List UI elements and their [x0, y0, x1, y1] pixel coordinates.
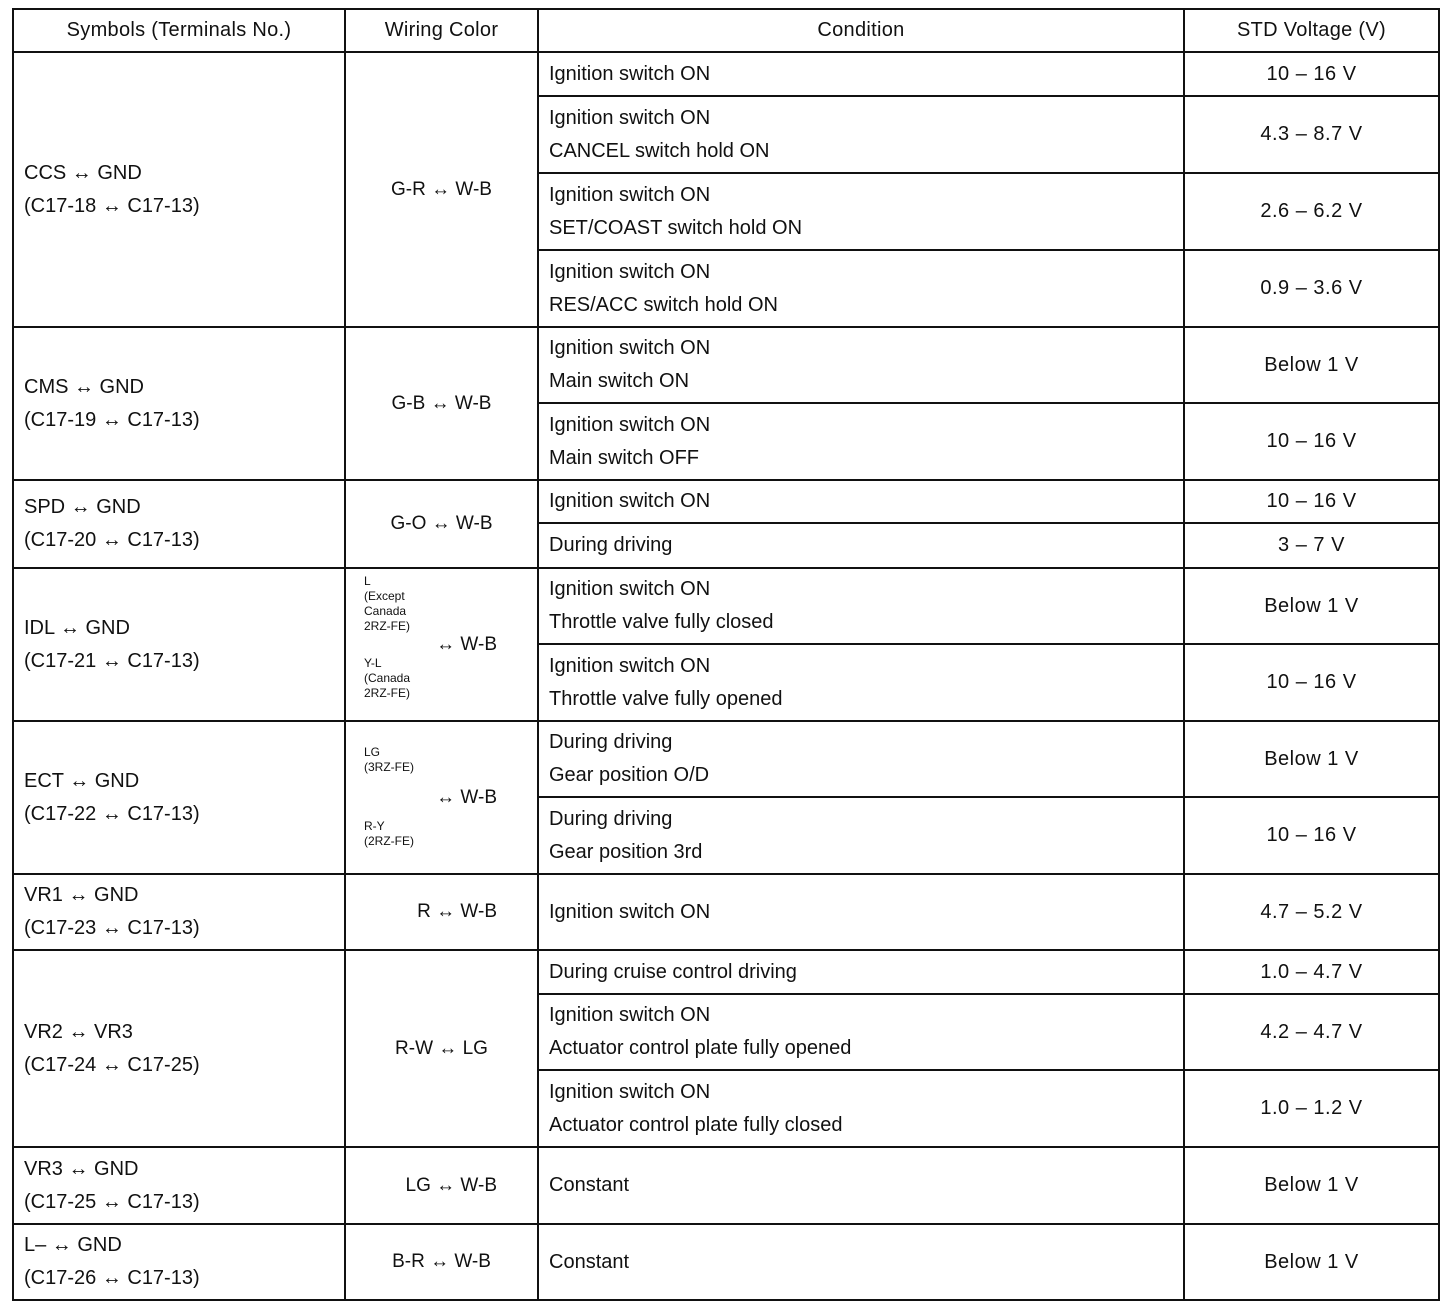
- wiring-color-cell: G-O ↔ W-B: [345, 480, 538, 568]
- table-row: [13, 721, 1439, 797]
- voltage-cell: 4.3 – 8.7 V: [1184, 96, 1439, 173]
- voltage-cell: 10 – 16 V: [1184, 52, 1439, 96]
- voltage-cell: 1.0 – 4.7 V: [1184, 950, 1439, 994]
- voltage-cell: 4.2 – 4.7 V: [1184, 994, 1439, 1070]
- voltage-cell: Below 1 V: [1184, 721, 1439, 797]
- condition-cell: Ignition switch ON Actuator control plate fully opened: [538, 994, 1184, 1070]
- voltage-cell: Below 1 V: [1184, 1147, 1439, 1224]
- condition-cell: Ignition switch ON CANCEL switch hold ON: [538, 96, 1184, 173]
- voltage-cell: 10 – 16 V: [1184, 644, 1439, 721]
- symbol-cell: VR3 ↔ GND (C17-25 ↔ C17-13): [13, 1147, 345, 1224]
- symbol-cell: VR2 ↔ VR3 (C17-24 ↔ C17-25): [13, 950, 345, 1147]
- condition-cell: Ignition switch ON RES/ACC switch hold ON: [538, 250, 1184, 327]
- symbol-cell: IDL ↔ GND (C17-21 ↔ C17-13): [13, 568, 345, 721]
- voltage-spec-table: [12, 8, 1440, 1301]
- wiring-color-option-top: L (Except Canada 2RZ-FE): [364, 573, 410, 633]
- wiring-color-compound: [346, 723, 537, 873]
- condition-cell: Ignition switch ON: [538, 874, 1184, 950]
- condition-cell: Ignition switch ON: [538, 52, 1184, 96]
- wiring-color-cell: R ↔ W-B: [345, 874, 538, 950]
- voltage-cell: 1.0 – 1.2 V: [1184, 1070, 1439, 1147]
- table-row: [13, 1224, 1439, 1300]
- symbol-cell: SPD ↔ GND (C17-20 ↔ C17-13): [13, 480, 345, 568]
- condition-cell: Ignition switch ON Throttle valve fully opened: [538, 644, 1184, 721]
- condition-cell: During cruise control driving: [538, 950, 1184, 994]
- voltage-cell: 0.9 – 3.6 V: [1184, 250, 1439, 327]
- wiring-color-target: ↔ W-B: [436, 786, 497, 808]
- wiring-color-cell: B-R ↔ W-B: [345, 1224, 538, 1300]
- table-row: [13, 874, 1439, 950]
- condition-cell: Ignition switch ON Actuator control plate fully closed: [538, 1070, 1184, 1147]
- voltage-cell: Below 1 V: [1184, 1224, 1439, 1300]
- table-row: [13, 1147, 1439, 1224]
- voltage-cell: 3 – 7 V: [1184, 523, 1439, 568]
- wiring-color-option-top: LG (3RZ-FE): [364, 744, 414, 774]
- condition-cell: Constant: [538, 1224, 1184, 1300]
- voltage-cell: Below 1 V: [1184, 327, 1439, 403]
- wiring-color-option-bottom: R-Y (2RZ-FE): [364, 818, 414, 848]
- wiring-color-cell: [345, 568, 538, 721]
- header-std-voltage: STD Voltage (V): [1184, 9, 1439, 52]
- table-row: [13, 52, 1439, 96]
- condition-cell: Ignition switch ON SET/COAST switch hold ON: [538, 173, 1184, 250]
- header-symbols: Symbols (Terminals No.): [13, 9, 345, 52]
- voltage-cell: 10 – 16 V: [1184, 480, 1439, 523]
- symbol-cell: L– ↔ GND (C17-26 ↔ C17-13): [13, 1224, 345, 1300]
- wiring-color-cell: [345, 721, 538, 874]
- condition-cell: Ignition switch ON Throttle valve fully closed: [538, 568, 1184, 644]
- condition-cell: During driving Gear position 3rd: [538, 797, 1184, 874]
- symbol-cell: CCS ↔ GND (C17-18 ↔ C17-13): [13, 52, 345, 327]
- table-row: [13, 480, 1439, 523]
- condition-cell: Ignition switch ON: [538, 480, 1184, 523]
- condition-cell: During driving: [538, 523, 1184, 568]
- wiring-color-option-bottom: Y-L (Canada 2RZ-FE): [364, 655, 411, 700]
- table-row: [13, 950, 1439, 994]
- wiring-color-compound: [346, 570, 537, 720]
- voltage-cell: 2.6 – 6.2 V: [1184, 173, 1439, 250]
- voltage-cell: Below 1 V: [1184, 568, 1439, 644]
- symbol-cell: ECT ↔ GND (C17-22 ↔ C17-13): [13, 721, 345, 874]
- condition-cell: Ignition switch ON Main switch ON: [538, 327, 1184, 403]
- symbol-cell: CMS ↔ GND (C17-19 ↔ C17-13): [13, 327, 345, 480]
- symbol-cell: VR1 ↔ GND (C17-23 ↔ C17-13): [13, 874, 345, 950]
- header-wiring-color: Wiring Color: [345, 9, 538, 52]
- voltage-cell: 10 – 16 V: [1184, 797, 1439, 874]
- condition-cell: During driving Gear position O/D: [538, 721, 1184, 797]
- voltage-cell: 10 – 16 V: [1184, 403, 1439, 480]
- condition-cell: Constant: [538, 1147, 1184, 1224]
- header-condition: Condition: [538, 9, 1184, 52]
- voltage-cell: 4.7 – 5.2 V: [1184, 874, 1439, 950]
- condition-cell: Ignition switch ON Main switch OFF: [538, 403, 1184, 480]
- voltage-spec-document: [12, 8, 1438, 1298]
- wiring-color-cell: LG ↔ W-B: [345, 1147, 538, 1224]
- table-row: [13, 568, 1439, 644]
- table-row: [13, 327, 1439, 403]
- wiring-color-cell: R-W ↔ LG: [345, 950, 538, 1147]
- wiring-color-cell: G-B ↔ W-B: [345, 327, 538, 480]
- wiring-color-cell: G-R ↔ W-B: [345, 52, 538, 327]
- header-row: [13, 9, 1439, 52]
- wiring-color-target: ↔ W-B: [436, 633, 497, 655]
